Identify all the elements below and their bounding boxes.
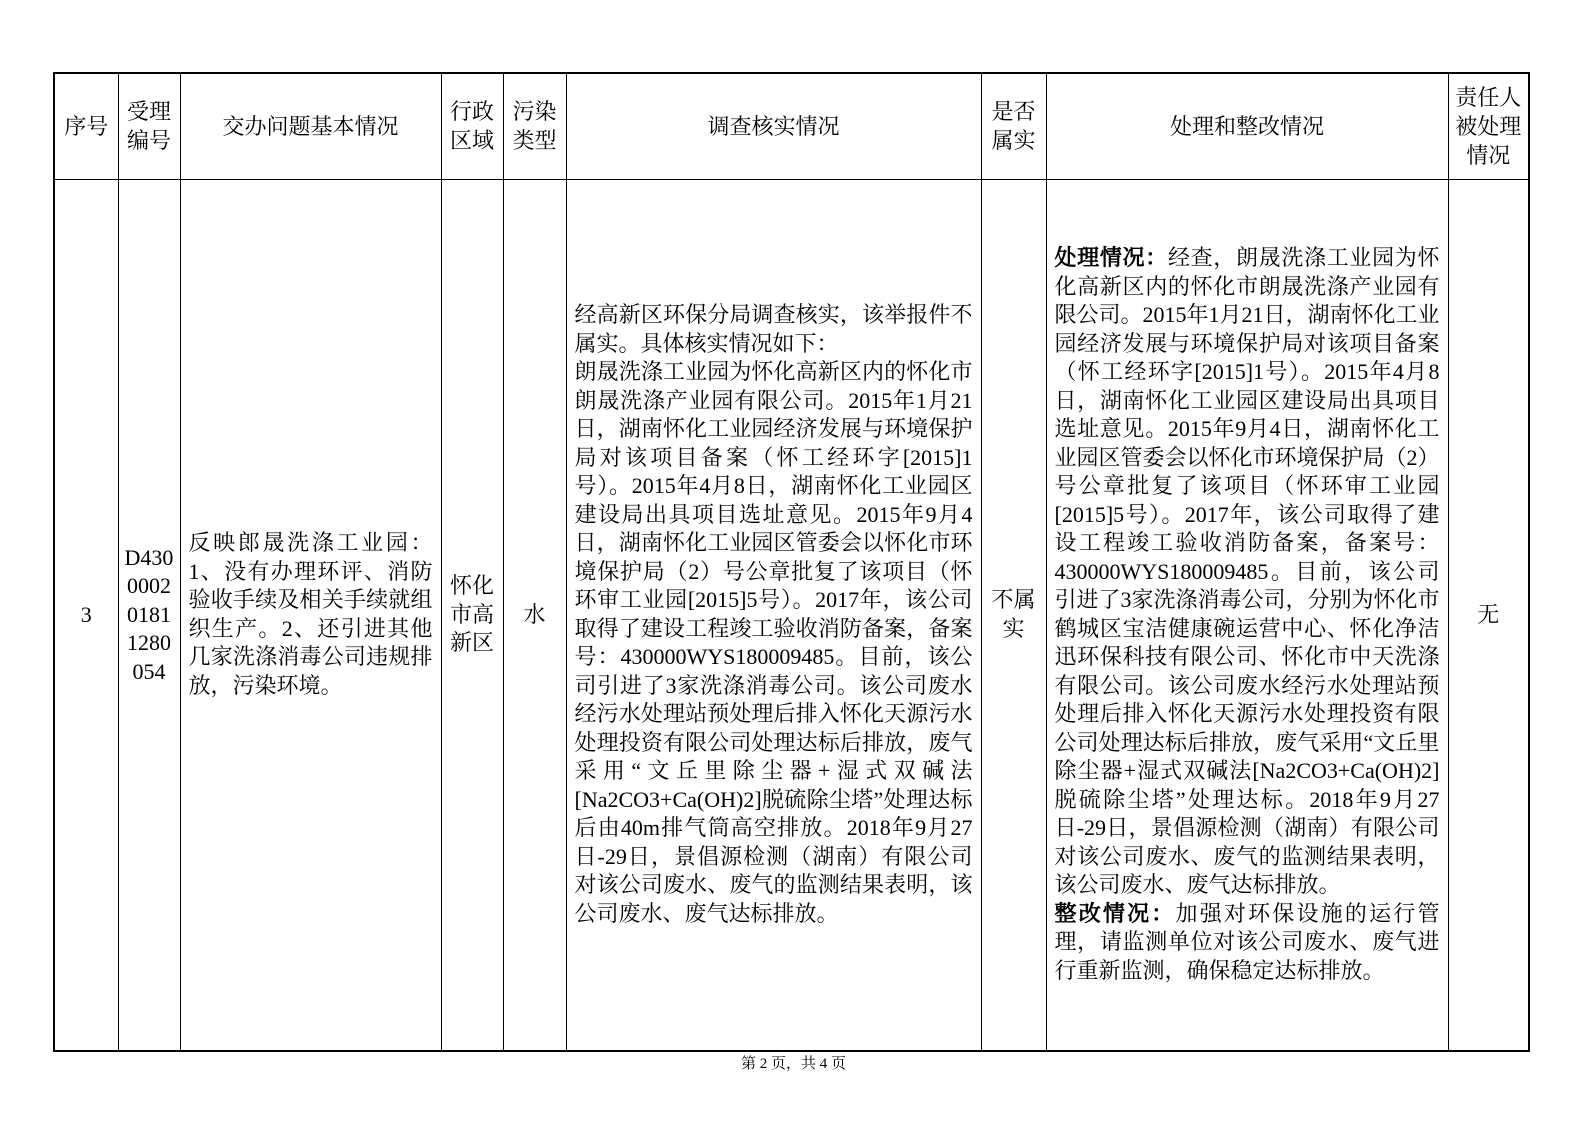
header-problem: 交办问题基本情况 [180,73,441,179]
table-row [54,179,1529,1051]
cell-case-id: D430000201811280054 [118,179,180,1051]
cell-investigation [566,179,981,1051]
cell-seq: 3 [54,179,118,1051]
cell-region: 怀化市高新区 [441,179,503,1051]
handling-text: 经查，朗晟洗涤工业园为怀化高新区内的怀化市朗晟洗涤产业园有限公司。2015年1月21日，湖南怀化工业园经济发展与环境保护局对该项目备案（怀工经环字[2015]1号）。2015年4月8日，湖南怀化工业园区建设局出具项目选址意见。2015年9月4日，湖南怀化工业园区管委会以怀化市环境保护局（2）号公章批复了该项目（怀环审工业园[2015]5号）。2017年，该公司取得了建设工程竣工验收消防备案，备案号：430000WYS180009485。目前，该公司引进了3家洗涤消毒公司，分别为怀化市鹤城区宝洁健康碗运营中心、怀化净洁迅环保科技有限公司、怀化市中天洗涤有限公司。该公司废水经污水处理站预处理后排入怀化天源污水处理投资有限公司处理达标后排放，废气采用“文丘里除尘器+湿式双碱法[Na2CO3+Ca(OH)2]脱硫除尘塔”处理达标。2018年9月27日-29日，景倡源检测（湖南）有限公司对该公司废水、废气的监测结果表明，该公司废水、废气达标排放。 [1054,245,1440,898]
handling-paragraph [1055,244,1440,900]
investigation-detail: 朗晟洗涤工业园为怀化高新区内的怀化市朗晟洗涤产业园有限公司。2015年1月21日，湖南怀化工业园经济发展与环境保护局对该项目备案（怀工经环字[2015]1号）。2015年4月8日，湖南怀化工业园区建设局出具项目选址意见。2015年9月4日，湖南怀化工业园区管委会以怀化市环境保护局（2）号公章批复了该项目（怀环审工业园[2015]5号）。2017年，该公司取得了建设工程竣工验收消防备案，备案号：430000WYS180009485。目前，该公司引进了3家洗涤消毒公司。该公司废水经污水处理站预处理后排入怀化天源污水处理投资有限公司处理达标后排放，废气采用“文丘里除尘器+湿式双碱法[Na2CO3+Ca(OH)2]脱硫除尘塔”处理达标后由40m排气筒高空排放。2018年9月27日-29日，景倡源检测（湖南）有限公司对该公司废水、废气的监测结果表明，该公司废水、废气达标排放。 [574,359,973,926]
cell-pollution-type: 水 [503,179,566,1051]
rectification-label: 整改情况： [1054,900,1176,926]
header-region: 行政区域 [441,73,503,179]
header-seq: 序号 [54,73,118,179]
cell-responsible: 无 [1448,179,1529,1051]
investigation-intro: 经高新区环保分局调查核实，该举报件不属实。具体核实情况如下： [574,302,973,356]
cell-handling [1046,179,1448,1051]
header-investigation: 调查核实情况 [566,73,981,179]
page-number: 第 2 页，共 4 页 [740,1056,846,1072]
cell-problem: 反映郎晟洗涤工业园：1、没有办理环评、消防验收手续及相关手续就组织生产。2、还引进其他几家洗涤消毒公司违规排放，污染环境。 [180,179,441,1051]
header-row [54,73,1529,179]
complaints-table [53,72,1530,1052]
header-case-id: 受理编号 [118,73,180,179]
rectification-paragraph [1055,900,1440,986]
header-handling: 处理和整改情况 [1046,73,1448,179]
header-responsible: 责任人被处理情况 [1448,73,1529,179]
cell-verified: 不属实 [981,179,1046,1051]
handling-label: 处理情况： [1054,245,1168,271]
header-verified: 是否属实 [981,73,1046,179]
rectification-text: 加强对环保设施的运行管理，请监测单位对该公司废水、废气进行重新监测，确保稳定达标排放。 [1054,900,1440,983]
header-pollution-type: 污染类型 [503,73,566,179]
